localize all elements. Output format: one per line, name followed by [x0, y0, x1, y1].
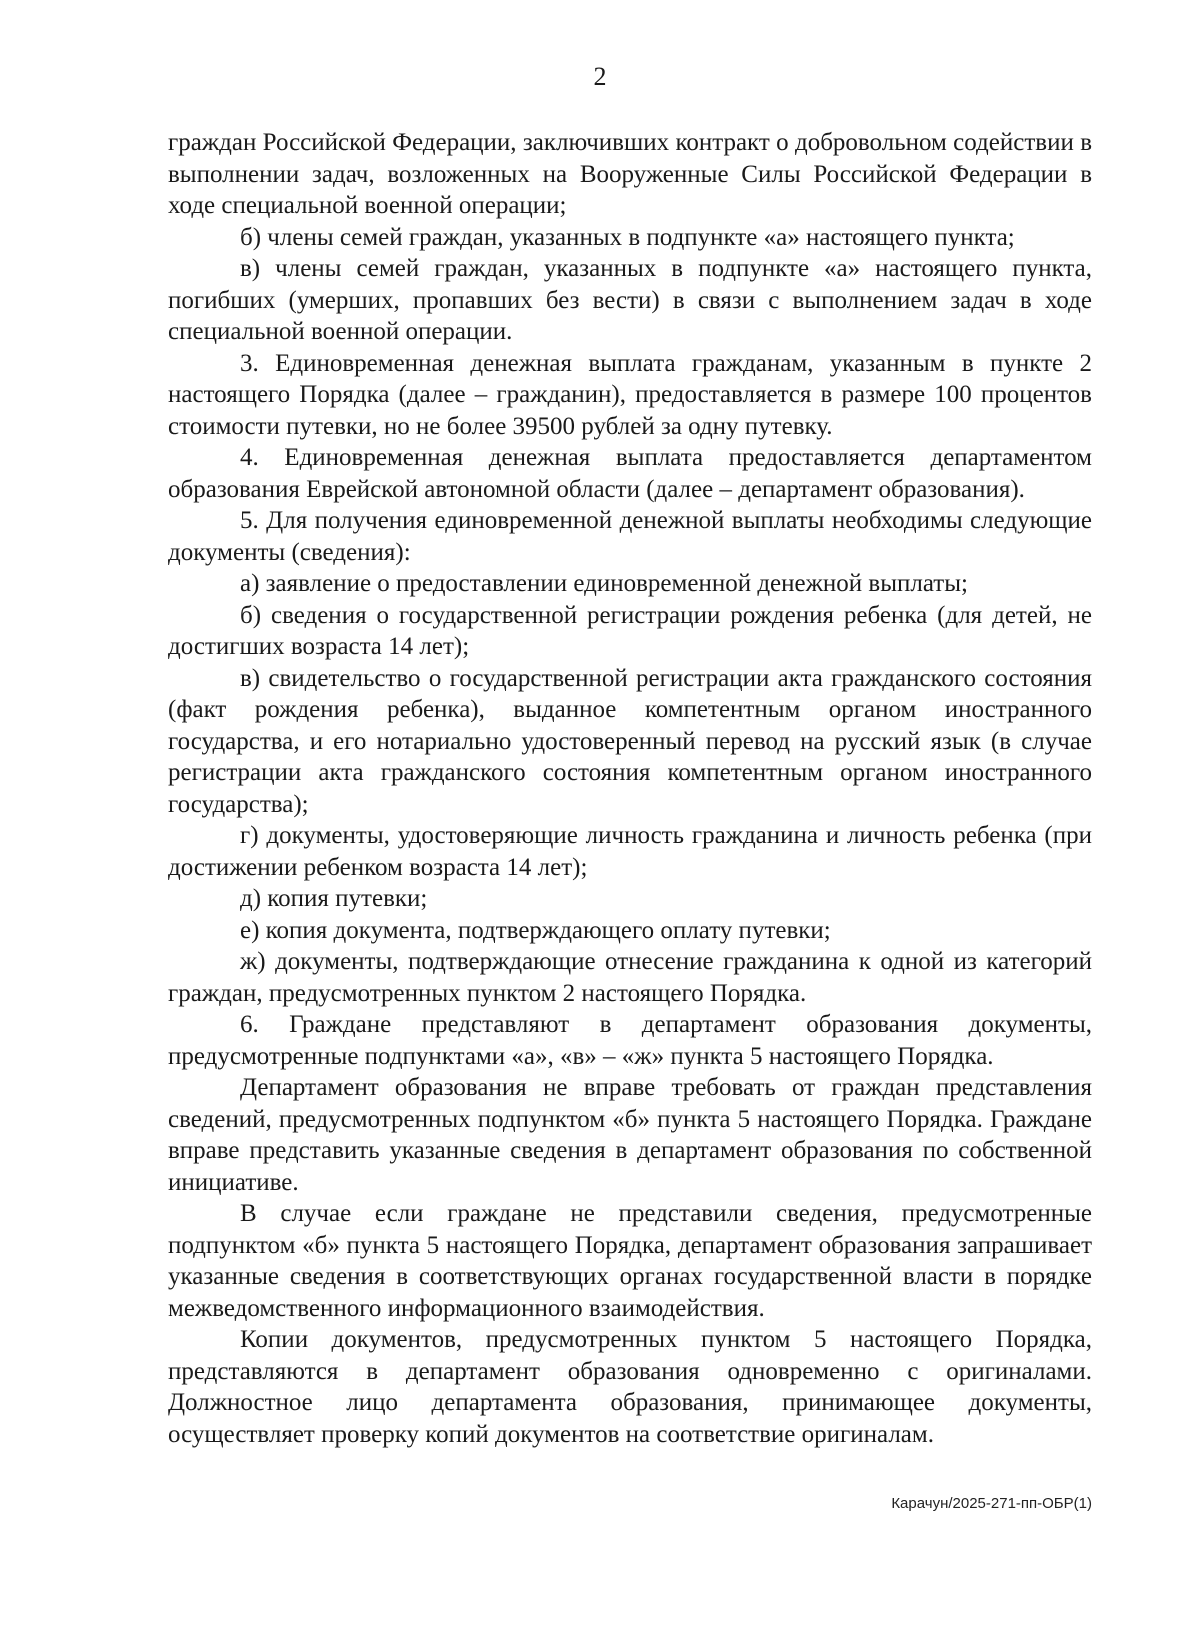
- document-body: [168, 127, 1092, 1450]
- paragraph-item-5: 5. Для получения единовременной денежной выплаты необходимы следующие документы (сведения):: [168, 507, 1092, 566]
- paragraph-item-5-zh: ж) документы, подтверждающие отнесение гражданина к одной из категорий граждан, предусмотренных пунктом 2 настоящего Порядка.: [168, 948, 1092, 1007]
- paragraph-item-5-v: в) свидетельство о государственной регистрации акта гражданского состояния (факт рождения ребенка), выданное компетентным органом иностранного государства, и его нотариально удостоверенный перевод на русский язык (в случае регистрации акта гражданского состояния компетентным органом иностранного государства);: [168, 664, 1092, 818]
- paragraph-item-6-copies: Копии документов, предусмотренных пунктом 5 настоящего Порядка, представляются в департамент образования одновременно с оригиналами. Должностное лицо департамента образования, принимающее документы, осуществляет проверку копий документов на соответствие оригиналам.: [168, 1326, 1092, 1448]
- paragraph-item-6-request: В случае если граждане не представили сведения, предусмотренные подпунктом «б» пункта 5 настоящего Порядка, департамент образования запрашивает указанные сведения в соответствующих органах государственной власти в порядке межведомственного информационного взаимодействия.: [168, 1200, 1092, 1322]
- paragraph-item-5-a: а) заявление о предоставлении единовременной денежной выплаты;: [240, 570, 968, 597]
- paragraph-item-3: 3. Единовременная денежная выплата гражданам, указанным в пункте 2 настоящего Порядка (далее – гражданин), предоставляется в размере 100 процентов стоимости путевки, но не более 39500 рублей за одну путевку.: [168, 349, 1092, 440]
- paragraph-subitem-v: в) члены семей граждан, указанных в подпункте «а» настоящего пункта, погибших (умерших, пропавших без вести) в связи с выполнением задач в ходе специальной военной операции.: [168, 255, 1092, 345]
- paragraph-continuation: граждан Российской Федерации, заключивших контракт о добровольном содействии в выполнении задач, возложенных на Вооруженные Силы Российской Федерации в ходе специальной военной операции;: [168, 129, 1092, 219]
- paragraph-item-5-b: б) сведения о государственной регистрации рождения ребенка (для детей, не достигших возраста 14 лет);: [168, 601, 1092, 660]
- paragraph-item-5-g: г) документы, удостоверяющие личность гражданина и личность ребенка (при достижении ребенком возраста 14 лет);: [168, 822, 1092, 881]
- paragraph-item-5-d: д) копия путевки;: [240, 885, 428, 912]
- paragraph-subitem-b: б) члены семей граждан, указанных в подпункте «а» настоящего пункта;: [240, 223, 1015, 251]
- paragraph-item-6-department: Департамент образования не вправе требовать от граждан представления сведений, предусмотренных подпунктом «б» пункта 5 настоящего Порядка. Граждане вправе представить указанные сведения в департамент образования по собственной инициативе.: [168, 1074, 1092, 1196]
- page-number: 2: [593, 62, 607, 91]
- paragraph-item-5-e: е) копия документа, подтверждающего оплату путевки;: [240, 916, 831, 944]
- paragraph-item-4: 4. Единовременная денежная выплата предоставляется департаментом образования Еврейской автономной области (далее – департамент образования).: [168, 444, 1092, 503]
- paragraph-item-6: 6. Граждане представляют в департамент образования документы, предусмотренные подпунктами «а», «в» – «ж» пункта 5 настоящего Порядка.: [168, 1011, 1092, 1070]
- document-code: Карачун/2025-271-пп-ОБР(1): [891, 1495, 1092, 1512]
